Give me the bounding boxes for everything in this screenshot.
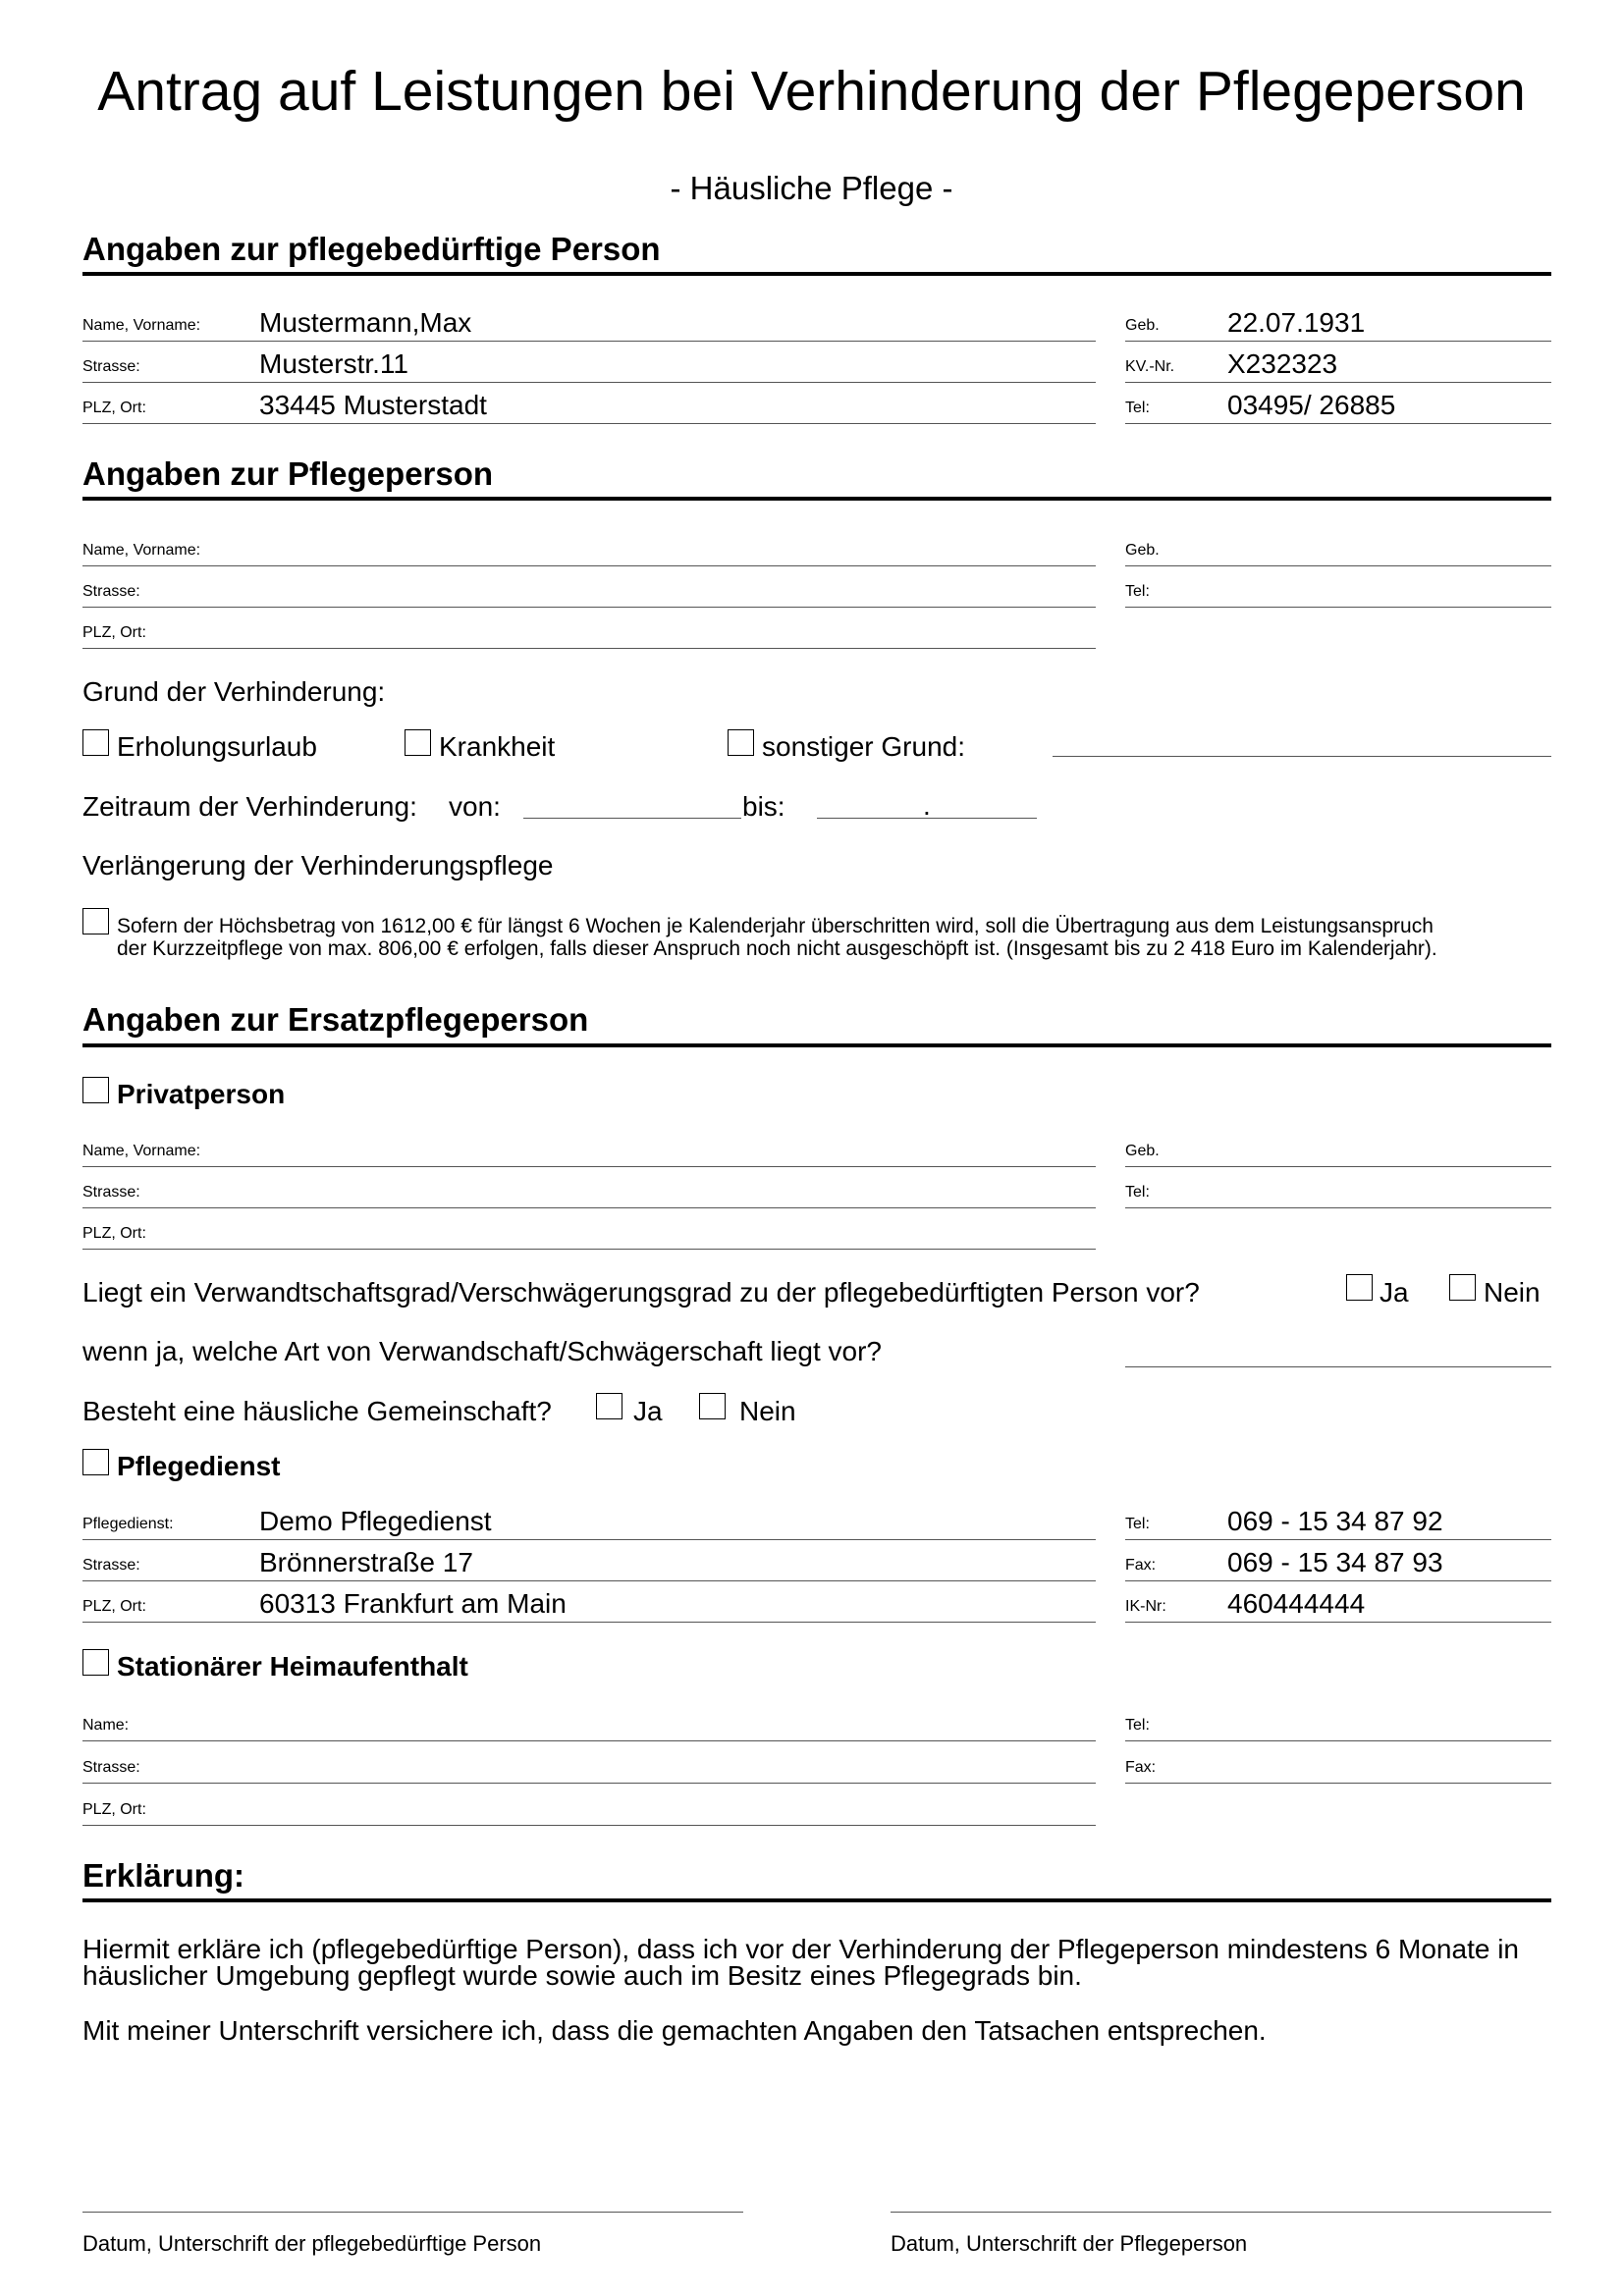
page-subtitle: - Häusliche Pflege -	[670, 170, 953, 206]
field-value: 460444444	[1227, 1588, 1366, 1619]
field-label: Tel:	[1125, 583, 1150, 600]
facility-fax-field[interactable]	[1125, 1747, 1551, 1784]
patient-street-field[interactable]	[82, 347, 1096, 383]
section-divider	[82, 1898, 1551, 1902]
field-label: PLZ, Ort:	[82, 624, 146, 641]
field-label: Tel:	[1125, 1717, 1150, 1734]
section-heading-declaration: Erklärung:	[82, 1857, 245, 1894]
section-divider	[82, 1043, 1551, 1047]
field-label: Geb.	[1125, 317, 1160, 334]
substitute-phone-field[interactable]	[1125, 1172, 1551, 1208]
declaration-text-line-1: Hiermit erkläre ich (pflegebedürftige Person), dass ich vor der Verhinderung der Pflegeperson mindestens 6 Monate in	[82, 1934, 1519, 1964]
care-service-label: Pflegedienst	[117, 1451, 281, 1481]
field-label: PLZ, Ort:	[82, 1801, 146, 1818]
field-value: 069 - 15 34 87 92	[1227, 1506, 1443, 1536]
patient-plz-field[interactable]	[82, 388, 1096, 424]
field-label: Geb.	[1125, 1143, 1160, 1159]
field-label: Fax:	[1125, 1557, 1157, 1574]
field-label: Name:	[82, 1717, 130, 1734]
field-label: Name, Vorname:	[82, 1143, 201, 1159]
section-divider	[82, 497, 1551, 501]
field-label: KV.-Nr.	[1125, 358, 1175, 375]
field-value: 069 - 15 34 87 93	[1227, 1547, 1443, 1577]
household-question: Besteht eine häusliche Gemeinschaft?	[82, 1396, 552, 1426]
field-label: PLZ, Ort:	[82, 1598, 146, 1615]
field-value: X232323	[1227, 348, 1338, 379]
field-value: Brönnerstraße 17	[259, 1547, 473, 1577]
checkbox-residential-care[interactable]	[82, 1649, 109, 1676]
patient-phone-field[interactable]	[1125, 388, 1551, 424]
patient-birthdate-field[interactable]	[1125, 305, 1551, 342]
care-service-phone-field[interactable]	[1125, 1504, 1551, 1540]
reason-label: Grund der Verhinderung:	[82, 676, 386, 707]
facility-street-field[interactable]	[82, 1747, 1096, 1784]
care-service-ik-field[interactable]	[1125, 1586, 1551, 1623]
checkbox-relationship-no[interactable]	[1449, 1274, 1476, 1301]
field-label: Geb.	[1125, 542, 1160, 559]
field-label: Strasse:	[82, 1557, 140, 1574]
relationship-yes-label: Ja	[1380, 1277, 1409, 1308]
care-service-street-field[interactable]	[82, 1545, 1096, 1581]
field-value: Demo Pflegedienst	[259, 1506, 492, 1536]
residential-care-label: Stationärer Heimaufenthalt	[117, 1651, 468, 1682]
extension-text-line-2: der Kurzzeitpflege von max. 806,00 € erfolgen, falls dieser Anspruch noch nicht ausgeschöpft ist. (Insgesamt bis zu 2 418 Euro im Kalenderjahr).	[117, 937, 1437, 960]
substitute-name-field[interactable]	[82, 1131, 1096, 1167]
section-heading-caregiver: Angaben zur Pflegeperson	[82, 455, 494, 492]
substitute-plz-field[interactable]	[82, 1213, 1096, 1250]
period-from-input[interactable]	[523, 818, 741, 819]
household-yes-label: Ja	[633, 1396, 663, 1426]
field-value: 03495/ 26885	[1227, 390, 1396, 420]
substitute-birthdate-field[interactable]	[1125, 1131, 1551, 1167]
relationship-type-input[interactable]	[1125, 1366, 1551, 1367]
field-label: Name, Vorname:	[82, 317, 201, 334]
field-label: Pflegedienst:	[82, 1516, 174, 1532]
field-value: Musterstr.11	[259, 348, 408, 379]
field-label: Strasse:	[82, 358, 140, 375]
period-label: Zeitraum der Verhinderung:	[82, 791, 417, 822]
household-no-label: Nein	[739, 1396, 796, 1426]
other-reason-input[interactable]	[1053, 756, 1551, 757]
caregiver-birthdate-field[interactable]	[1125, 530, 1551, 566]
checkbox-vacation[interactable]	[82, 729, 109, 756]
signature-label-patient: Datum, Unterschrift der pflegebedürftige Person	[82, 2231, 542, 2256]
caregiver-street-field[interactable]	[82, 571, 1096, 608]
field-label: Tel:	[1125, 1184, 1150, 1201]
declaration-text-line-2: häuslicher Umgebung gepflegt wurde sowie auch im Besitz eines Pflegegrads bin.	[82, 1960, 1082, 1991]
extension-label: Verlängerung der Verhinderungspflege	[82, 850, 554, 881]
relationship-question: Liegt ein Verwandtschaftsgrad/Verschwägerungsgrad zu der pflegebedürftigten Person vor?	[82, 1277, 1200, 1308]
period-from-label: von:	[449, 791, 501, 822]
care-service-name-field[interactable]	[82, 1504, 1096, 1540]
substitute-street-field[interactable]	[82, 1172, 1096, 1208]
period-to-label: bis:	[742, 791, 785, 822]
section-divider	[82, 272, 1551, 276]
field-label: Strasse:	[82, 583, 140, 600]
checkbox-private-person[interactable]	[82, 1077, 109, 1103]
caregiver-phone-field[interactable]	[1125, 571, 1551, 608]
signature-label-caregiver: Datum, Unterschrift der Pflegeperson	[891, 2231, 1248, 2256]
checkbox-care-service[interactable]	[82, 1449, 109, 1475]
section-heading-substitute: Angaben zur Ersatzpflegeperson	[82, 1001, 589, 1038]
page-title: Antrag auf Leistungen bei Verhinderung der Pflegeperson	[97, 60, 1526, 123]
checkbox-label-vacation: Erholungsurlaub	[117, 731, 317, 762]
field-value: Mustermann,Max	[259, 307, 472, 338]
checkbox-label-other-reason: sonstiger Grund:	[762, 731, 965, 762]
care-service-plz-field[interactable]	[82, 1586, 1096, 1623]
checkbox-household-no[interactable]	[699, 1393, 726, 1419]
relationship-no-label: Nein	[1484, 1277, 1541, 1308]
signature-line-caregiver[interactable]	[891, 2212, 1551, 2213]
patient-insurance-number-field[interactable]	[1125, 347, 1551, 383]
checkbox-label-illness: Krankheit	[439, 731, 556, 762]
field-label: Name, Vorname:	[82, 542, 201, 559]
field-label: Tel:	[1125, 1516, 1150, 1532]
declaration-text-paragraph-2: Mit meiner Unterschrift versichere ich, dass die gemachten Angaben den Tatsachen entsprechen.	[82, 2015, 1267, 2046]
facility-phone-field[interactable]	[1125, 1705, 1551, 1741]
field-label: Strasse:	[82, 1759, 140, 1776]
field-label: Tel:	[1125, 400, 1150, 416]
extension-text-line-1: Sofern der Höchsbetrag von 1612,00 € für längst 6 Wochen je Kalenderjahr überschritten wird, soll die Übertragung aus dem Leistungsanspruch	[117, 915, 1434, 937]
facility-plz-field[interactable]	[82, 1789, 1096, 1826]
private-person-label: Privatperson	[117, 1079, 286, 1109]
checkbox-illness[interactable]	[405, 729, 431, 756]
facility-name-field[interactable]	[82, 1705, 1096, 1741]
field-label: Fax:	[1125, 1759, 1157, 1776]
caregiver-name-field[interactable]	[82, 530, 1096, 566]
field-value: 60313 Frankfurt am Main	[259, 1588, 567, 1619]
patient-name-field[interactable]	[82, 305, 1096, 342]
caregiver-plz-field[interactable]	[82, 613, 1096, 649]
care-service-fax-field[interactable]	[1125, 1545, 1551, 1581]
field-label: PLZ, Ort:	[82, 1225, 146, 1242]
checkbox-other-reason[interactable]	[728, 729, 754, 756]
field-label: Strasse:	[82, 1184, 140, 1201]
field-value: 22.07.1931	[1227, 307, 1366, 338]
relationship-type-question: wenn ja, welche Art von Verwandschaft/Schwägerschaft liegt vor?	[82, 1336, 882, 1366]
section-heading-patient: Angaben zur pflegebedürftige Person	[82, 231, 661, 267]
field-value: 33445 Musterstadt	[259, 390, 487, 420]
checkbox-relationship-yes[interactable]	[1346, 1274, 1373, 1301]
field-label: IK-Nr:	[1125, 1598, 1166, 1615]
checkbox-household-yes[interactable]	[596, 1393, 622, 1419]
signature-line-patient[interactable]	[82, 2212, 743, 2213]
checkbox-extension[interactable]	[82, 908, 109, 934]
period-to-separator: .	[923, 790, 931, 821]
field-label: PLZ, Ort:	[82, 400, 146, 416]
